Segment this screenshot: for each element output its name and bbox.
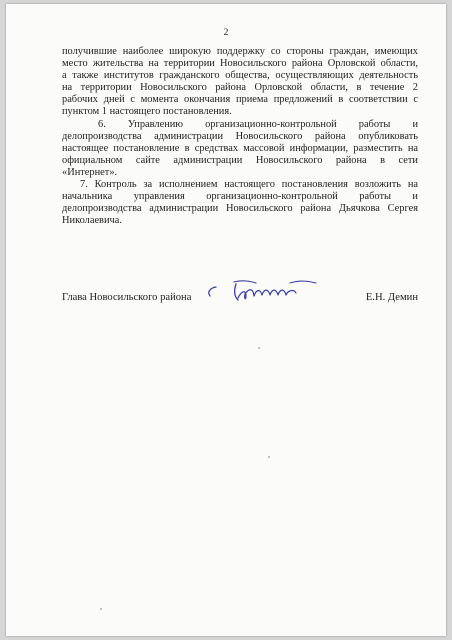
page-number: 2 [223, 28, 229, 38]
scan-speck [268, 456, 270, 458]
signatory-title: Глава Новосильского района [62, 292, 192, 303]
handwritten-signature [204, 274, 320, 308]
text-line: место жительства на территории Новосильского района Орловской области, [62, 58, 418, 70]
text-line: на территории Новосильского района Орловской области, в течение 2 [62, 82, 418, 94]
text-line: делопроизводства администрации Новосильского района Дьячкова Сергея [62, 203, 418, 215]
signatory-name: Е.Н. Демин [365, 292, 418, 303]
paragraph-7-start: 7. Контроль за исполнением настоящего постановления возложить на [80, 179, 418, 191]
text-line: «Интернет». [62, 166, 118, 178]
text-line: получившие наиболее широкую поддержку со стороны граждан, имеющих [62, 46, 418, 57]
text-line: начальника управления организационно-контрольной работы и [62, 191, 418, 203]
document-body [62, 46, 418, 227]
text-line: а также институтов гражданского общества, осуществляющих деятельность [62, 70, 418, 82]
paragraph-6-start: 6. Управлению организационно-контрольной работы и [98, 118, 418, 130]
text-line: делопроизводства администрации Новосильского района опубликовать [62, 130, 418, 142]
document-page [6, 4, 446, 636]
text-line: рабочих дней с момента окончания приема предложений в соответствии с [62, 94, 418, 106]
text-line: Николаевича. [62, 215, 122, 227]
text-line: официальном сайте администрации Новосильского района в сети [62, 154, 418, 166]
scan-speck [100, 608, 102, 610]
text-line: пунктом 1 настоящего постановления. [62, 106, 232, 118]
text-line: настоящее постановление в средствах массовой информации, разместить на [62, 142, 418, 154]
scan-speck [258, 347, 260, 349]
